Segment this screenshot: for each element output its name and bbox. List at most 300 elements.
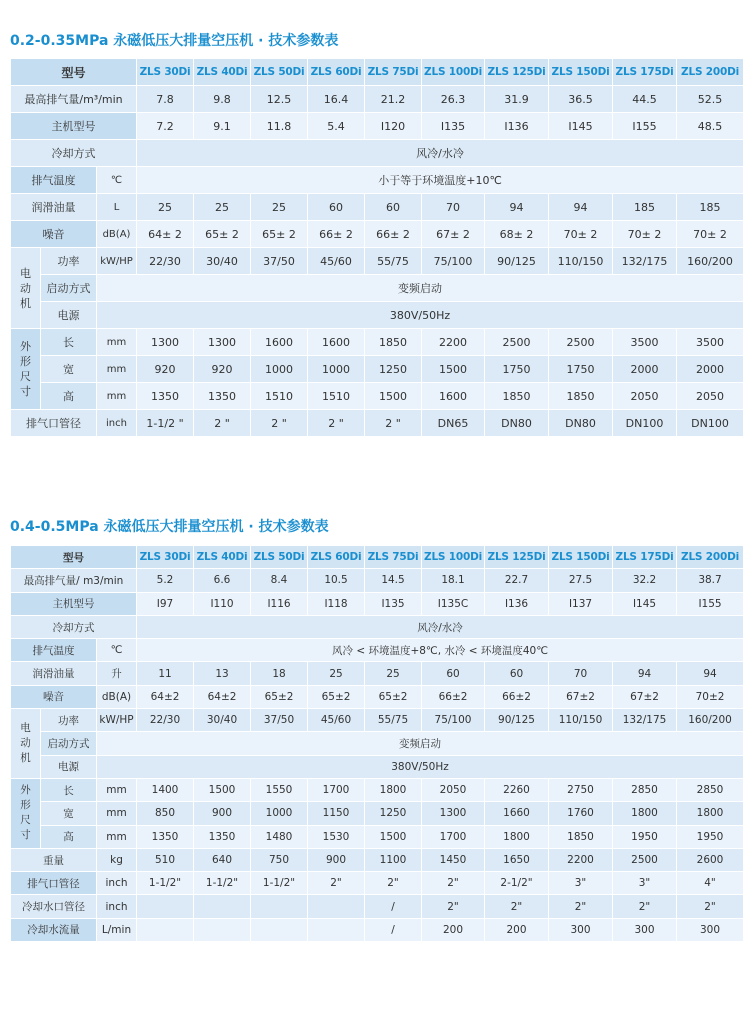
outlet-cell: 2"	[308, 872, 365, 895]
noise-cell: 65±2	[308, 685, 365, 708]
model-column-header: ZLS 30Di	[137, 59, 194, 86]
noise-cell: 64±2	[194, 685, 251, 708]
dim-length-label: 长	[41, 329, 97, 356]
dim-length-cell: 2500	[485, 329, 549, 356]
host-model-cell: I118	[308, 592, 365, 615]
outlet-cell: 3"	[613, 872, 677, 895]
dim-length-cell: 1500	[194, 778, 251, 801]
model-column-header: ZLS 175Di	[613, 546, 677, 569]
motor-power-cell: 30/40	[194, 248, 251, 275]
water-pipe-cell: /	[365, 895, 422, 918]
dim-length-cell: 1550	[251, 778, 308, 801]
dim-length-label: 长	[41, 778, 97, 801]
outlet-cell: DN65	[422, 410, 485, 437]
outlet-label: 排气口管径	[11, 872, 97, 895]
air-volume-label: 最高排气量/ m3/min	[11, 569, 137, 592]
weight-cell: 1650	[485, 848, 549, 871]
motor-power-cell: 75/100	[422, 248, 485, 275]
motor-power-cell: 30/40	[194, 709, 251, 732]
model-column-header: ZLS 75Di	[365, 546, 422, 569]
oil-label: 润滑油量	[11, 662, 97, 685]
dim-width-unit: mm	[97, 356, 137, 383]
oil-cell: 185	[677, 194, 744, 221]
exhaust-temp-unit: ℃	[97, 639, 137, 662]
model-column-header: ZLS 40Di	[194, 59, 251, 86]
water-flow-cell: 300	[613, 918, 677, 941]
table1-title: 0.2-0.35MPa 永磁低压大排量空压机 · 技术参数表	[10, 33, 339, 49]
row-oil	[11, 662, 744, 685]
motor-power-label: 功率	[41, 248, 97, 275]
dim-width-cell: 1760	[549, 802, 613, 825]
water-pipe-label: 冷却水口管径	[11, 895, 97, 918]
model-column-header: ZLS 125Di	[485, 546, 549, 569]
row-cooling	[11, 615, 744, 638]
air-volume-cell: 7.8	[137, 86, 194, 113]
motor-power-cell: 110/150	[549, 248, 613, 275]
air-volume-cell: 31.9	[485, 86, 549, 113]
dim-length-cell: 3500	[613, 329, 677, 356]
motor-power-cell: 45/60	[308, 709, 365, 732]
dim-height-label: 高	[41, 825, 97, 848]
weight-cell: 2200	[549, 848, 613, 871]
model-header: 型号	[11, 546, 137, 569]
dim-height-cell: 1600	[422, 383, 485, 410]
motor-supply-label: 电源	[41, 755, 97, 778]
air-volume-cell: 44.5	[613, 86, 677, 113]
dim-width-cell: 1500	[422, 356, 485, 383]
air-volume-cell: 32.2	[613, 569, 677, 592]
outlet-unit: inch	[97, 872, 137, 895]
noise-cell: 70± 2	[549, 221, 613, 248]
noise-cell: 70± 2	[613, 221, 677, 248]
outlet-cell: 1-1/2"	[194, 872, 251, 895]
weight-cell: 2500	[613, 848, 677, 871]
dim-height-cell: 1350	[137, 825, 194, 848]
motor-power-cell: 45/60	[308, 248, 365, 275]
row-motor-supply	[11, 755, 744, 778]
host-model-cell: I145	[613, 592, 677, 615]
row-dim-width	[11, 356, 744, 383]
dim-length-cell: 1600	[251, 329, 308, 356]
model-column-header: ZLS 200Di	[677, 59, 744, 86]
spec-table-2	[10, 545, 744, 942]
dim-width-cell: 850	[137, 802, 194, 825]
dim-height-cell: 1500	[365, 383, 422, 410]
water-pipe-cell: 2"	[613, 895, 677, 918]
row-dim-length	[11, 329, 744, 356]
model-column-header: ZLS 150Di	[549, 546, 613, 569]
row-oil	[11, 194, 744, 221]
dim-height-cell: 1850	[549, 825, 613, 848]
air-volume-cell: 10.5	[308, 569, 365, 592]
outlet-cell: DN80	[549, 410, 613, 437]
row-weight	[11, 848, 744, 871]
motor-power-cell: 22/30	[137, 709, 194, 732]
motor-power-cell: 55/75	[365, 709, 422, 732]
host-model-cell: I136	[485, 113, 549, 140]
dim-height-cell: 1510	[251, 383, 308, 410]
host-model-label: 主机型号	[11, 113, 137, 140]
motor-power-cell: 55/75	[365, 248, 422, 275]
weight-label: 重量	[11, 848, 97, 871]
motor-power-unit: kW/HP	[97, 248, 137, 275]
host-model-cell: I135C	[422, 592, 485, 615]
model-header: 型号	[11, 59, 137, 86]
dim-length-cell: 1850	[365, 329, 422, 356]
motor-group-char: 动	[20, 737, 31, 750]
header-row	[11, 546, 744, 569]
dim-width-cell: 2000	[613, 356, 677, 383]
dimension-group-char: 形	[20, 355, 31, 368]
dim-width-label: 宽	[41, 356, 97, 383]
row-motor-start	[11, 732, 744, 755]
model-column-header: ZLS 100Di	[422, 59, 485, 86]
noise-cell: 66± 2	[308, 221, 365, 248]
air-volume-cell: 8.4	[251, 569, 308, 592]
model-column-header: ZLS 60Di	[308, 546, 365, 569]
dim-width-cell: 1250	[365, 356, 422, 383]
dim-width-cell: 2000	[677, 356, 744, 383]
motor-power-label: 功率	[41, 709, 97, 732]
noise-cell: 64±2	[137, 685, 194, 708]
weight-cell: 750	[251, 848, 308, 871]
outlet-cell: 1-1/2"	[137, 872, 194, 895]
motor-power-unit: kW/HP	[97, 709, 137, 732]
outlet-cell: 1-1/2 "	[137, 410, 194, 437]
weight-unit: kg	[97, 848, 137, 871]
dim-length-cell: 1800	[365, 778, 422, 801]
row-host-model	[11, 113, 744, 140]
dim-length-cell: 2260	[485, 778, 549, 801]
row-outlet	[11, 872, 744, 895]
host-model-cell: 9.1	[194, 113, 251, 140]
air-volume-cell: 5.2	[137, 569, 194, 592]
water-flow-cell: 300	[677, 918, 744, 941]
dimension-group-char: 外	[20, 784, 31, 797]
dim-length-cell: 3500	[677, 329, 744, 356]
water-pipe-cell	[251, 895, 308, 918]
air-volume-cell: 21.2	[365, 86, 422, 113]
model-column-header: ZLS 30Di	[137, 546, 194, 569]
host-model-cell: 11.8	[251, 113, 308, 140]
motor-group-label	[11, 709, 41, 779]
host-model-cell: 5.4	[308, 113, 365, 140]
row-motor-power	[11, 248, 744, 275]
model-column-header: ZLS 60Di	[308, 59, 365, 86]
model-column-header: ZLS 125Di	[485, 59, 549, 86]
oil-cell: 94	[549, 194, 613, 221]
row-air-volume	[11, 569, 744, 592]
water-pipe-cell: 2"	[422, 895, 485, 918]
dimension-group-label	[11, 329, 41, 410]
dim-width-cell: 1750	[549, 356, 613, 383]
water-flow-cell	[251, 918, 308, 941]
row-water-flow	[11, 918, 744, 941]
dim-height-cell: 1350	[194, 383, 251, 410]
noise-cell: 65± 2	[194, 221, 251, 248]
row-cooling	[11, 140, 744, 167]
dim-length-cell: 1300	[137, 329, 194, 356]
cooling-label: 冷却方式	[11, 615, 137, 638]
dim-width-cell: 1800	[613, 802, 677, 825]
air-volume-cell: 12.5	[251, 86, 308, 113]
water-flow-cell: /	[365, 918, 422, 941]
cooling-label: 冷却方式	[11, 140, 137, 167]
oil-cell: 60	[485, 662, 549, 685]
outlet-cell: 1-1/2"	[251, 872, 308, 895]
motor-power-cell: 132/175	[613, 709, 677, 732]
dim-width-cell: 1000	[308, 356, 365, 383]
dimension-group-char: 外	[20, 340, 31, 353]
motor-power-cell: 75/100	[422, 709, 485, 732]
oil-cell: 25	[308, 662, 365, 685]
weight-cell: 1100	[365, 848, 422, 871]
noise-cell: 67±2	[613, 685, 677, 708]
table2-title: 0.4-0.5MPa 永磁低压大排量空压机 · 技术参数表	[10, 519, 329, 535]
model-column-header: ZLS 175Di	[613, 59, 677, 86]
exhaust-temp-label: 排气温度	[11, 639, 97, 662]
noise-cell: 67±2	[549, 685, 613, 708]
oil-cell: 60	[365, 194, 422, 221]
motor-power-cell: 90/125	[485, 248, 549, 275]
outlet-cell: 2"	[365, 872, 422, 895]
noise-cell: 70± 2	[677, 221, 744, 248]
host-model-cell: I135	[422, 113, 485, 140]
dim-length-cell: 2500	[549, 329, 613, 356]
outlet-cell: DN80	[485, 410, 549, 437]
dim-width-unit: mm	[97, 802, 137, 825]
host-model-cell: 7.2	[137, 113, 194, 140]
water-pipe-cell: 2"	[485, 895, 549, 918]
noise-cell: 64± 2	[137, 221, 194, 248]
row-motor-power	[11, 709, 744, 732]
water-flow-label: 冷却水流量	[11, 918, 97, 941]
motor-power-cell: 132/175	[613, 248, 677, 275]
water-flow-cell	[194, 918, 251, 941]
dim-length-cell: 2750	[549, 778, 613, 801]
noise-cell: 66± 2	[365, 221, 422, 248]
air-volume-cell: 18.1	[422, 569, 485, 592]
row-exhaust-temp	[11, 167, 744, 194]
model-column-header: ZLS 40Di	[194, 546, 251, 569]
host-model-cell: I120	[365, 113, 422, 140]
header-row	[11, 59, 744, 86]
oil-cell: 18	[251, 662, 308, 685]
motor-start-label: 启动方式	[41, 275, 97, 302]
motor-start-label: 启动方式	[41, 732, 97, 755]
motor-power-cell: 110/150	[549, 709, 613, 732]
row-motor-supply	[11, 302, 744, 329]
dim-length-cell: 2050	[422, 778, 485, 801]
host-model-cell: I155	[613, 113, 677, 140]
oil-cell: 60	[308, 194, 365, 221]
water-pipe-unit: inch	[97, 895, 137, 918]
row-outlet	[11, 410, 744, 437]
oil-cell: 94	[677, 662, 744, 685]
model-column-header: ZLS 75Di	[365, 59, 422, 86]
weight-cell: 900	[308, 848, 365, 871]
dimension-group-char: 尺	[20, 814, 31, 827]
cooling-value: 风冷/水冷	[137, 140, 744, 167]
noise-cell: 70±2	[677, 685, 744, 708]
exhaust-temp-unit: ℃	[97, 167, 137, 194]
motor-group-char: 机	[20, 296, 31, 310]
dim-length-cell: 1300	[194, 329, 251, 356]
noise-unit: dB(A)	[97, 221, 137, 248]
dim-height-unit: mm	[97, 825, 137, 848]
host-model-cell: I116	[251, 592, 308, 615]
outlet-label: 排气口管径	[11, 410, 97, 437]
water-flow-cell	[308, 918, 365, 941]
dim-width-cell: 1300	[422, 802, 485, 825]
motor-start-value: 变频启动	[97, 732, 744, 755]
air-volume-cell: 22.7	[485, 569, 549, 592]
host-model-cell: I137	[549, 592, 613, 615]
air-volume-label: 最高排气量/m³/min	[11, 86, 137, 113]
exhaust-temp-label: 排气温度	[11, 167, 97, 194]
motor-supply-value: 380V/50Hz	[97, 755, 744, 778]
host-model-label: 主机型号	[11, 592, 137, 615]
oil-cell: 94	[485, 194, 549, 221]
motor-power-cell: 37/50	[251, 709, 308, 732]
dim-height-cell: 1800	[485, 825, 549, 848]
host-model-cell: I110	[194, 592, 251, 615]
noise-cell: 66±2	[422, 685, 485, 708]
noise-cell: 66±2	[485, 685, 549, 708]
dim-width-cell: 900	[194, 802, 251, 825]
row-dim-length	[11, 778, 744, 801]
motor-power-cell: 90/125	[485, 709, 549, 732]
dim-height-unit: mm	[97, 383, 137, 410]
host-model-cell: 48.5	[677, 113, 744, 140]
motor-group-char: 电	[20, 266, 31, 280]
noise-label: 噪音	[11, 221, 97, 248]
row-dim-height	[11, 383, 744, 410]
outlet-cell: DN100	[613, 410, 677, 437]
row-air-volume	[11, 86, 744, 113]
outlet-cell: 4"	[677, 872, 744, 895]
dim-height-cell: 1950	[613, 825, 677, 848]
water-pipe-cell: 2"	[677, 895, 744, 918]
dim-height-cell: 1700	[422, 825, 485, 848]
dimension-group-char: 寸	[20, 385, 31, 398]
air-volume-cell: 52.5	[677, 86, 744, 113]
oil-cell: 25	[365, 662, 422, 685]
exhaust-temp-value: 风冷 < 环境温度+8℃, 水冷 < 环境温度40℃	[137, 639, 744, 662]
exhaust-temp-value: 小于等于环境温度+10℃	[137, 167, 744, 194]
noise-unit: dB(A)	[97, 685, 137, 708]
motor-group-char: 机	[20, 752, 31, 765]
motor-group-label	[11, 248, 41, 329]
air-volume-cell: 9.8	[194, 86, 251, 113]
model-column-header: ZLS 200Di	[677, 546, 744, 569]
outlet-cell: 2-1/2"	[485, 872, 549, 895]
outlet-cell: 2"	[422, 872, 485, 895]
noise-cell: 65± 2	[251, 221, 308, 248]
dim-height-cell: 1850	[549, 383, 613, 410]
row-noise	[11, 685, 744, 708]
outlet-unit: inch	[97, 410, 137, 437]
motor-start-value: 变频启动	[97, 275, 744, 302]
noise-cell: 68± 2	[485, 221, 549, 248]
oil-cell: 185	[613, 194, 677, 221]
dim-height-cell: 1850	[485, 383, 549, 410]
dim-height-cell: 1500	[365, 825, 422, 848]
dim-height-cell: 1510	[308, 383, 365, 410]
host-model-cell: I135	[365, 592, 422, 615]
dim-length-cell: 2850	[613, 778, 677, 801]
motor-power-cell: 160/200	[677, 248, 744, 275]
host-model-cell: I155	[677, 592, 744, 615]
dim-width-cell: 1800	[677, 802, 744, 825]
oil-cell: 94	[613, 662, 677, 685]
row-host-model	[11, 592, 744, 615]
dim-length-cell: 2850	[677, 778, 744, 801]
water-pipe-cell	[194, 895, 251, 918]
model-column-header: ZLS 150Di	[549, 59, 613, 86]
dim-length-cell: 2200	[422, 329, 485, 356]
weight-cell: 510	[137, 848, 194, 871]
host-model-cell: I97	[137, 592, 194, 615]
water-flow-cell	[137, 918, 194, 941]
oil-cell: 13	[194, 662, 251, 685]
model-column-header: ZLS 50Di	[251, 546, 308, 569]
air-volume-cell: 36.5	[549, 86, 613, 113]
row-dim-width	[11, 802, 744, 825]
noise-cell: 65±2	[365, 685, 422, 708]
dimension-group-char: 寸	[20, 829, 31, 842]
model-column-header: ZLS 50Di	[251, 59, 308, 86]
water-pipe-cell	[137, 895, 194, 918]
dim-length-unit: mm	[97, 778, 137, 801]
dim-width-cell: 1750	[485, 356, 549, 383]
host-model-cell: I136	[485, 592, 549, 615]
outlet-cell: 3"	[549, 872, 613, 895]
motor-power-cell: 22/30	[137, 248, 194, 275]
row-exhaust-temp	[11, 639, 744, 662]
outlet-cell: 2 "	[194, 410, 251, 437]
oil-cell: 25	[137, 194, 194, 221]
dim-width-label: 宽	[41, 802, 97, 825]
dim-length-cell: 1600	[308, 329, 365, 356]
air-volume-cell: 38.7	[677, 569, 744, 592]
dim-height-cell: 2050	[613, 383, 677, 410]
oil-unit: 升	[97, 662, 137, 685]
dim-width-cell: 1150	[308, 802, 365, 825]
noise-label: 噪音	[11, 685, 97, 708]
outlet-cell: 2 "	[251, 410, 308, 437]
model-column-header: ZLS 100Di	[422, 546, 485, 569]
dim-height-cell: 2050	[677, 383, 744, 410]
dim-height-cell: 1350	[194, 825, 251, 848]
oil-cell: 25	[194, 194, 251, 221]
outlet-cell: 2 "	[308, 410, 365, 437]
dimension-group-char: 尺	[20, 370, 31, 383]
host-model-cell: I145	[549, 113, 613, 140]
water-pipe-cell	[308, 895, 365, 918]
dim-width-cell: 920	[194, 356, 251, 383]
spec-table-1	[10, 58, 744, 437]
dim-width-cell: 1000	[251, 802, 308, 825]
air-volume-cell: 26.3	[422, 86, 485, 113]
air-volume-cell: 16.4	[308, 86, 365, 113]
outlet-cell: 2 "	[365, 410, 422, 437]
cooling-value: 风冷/水冷	[137, 615, 744, 638]
water-flow-cell: 200	[422, 918, 485, 941]
oil-cell: 60	[422, 662, 485, 685]
air-volume-cell: 27.5	[549, 569, 613, 592]
row-noise	[11, 221, 744, 248]
